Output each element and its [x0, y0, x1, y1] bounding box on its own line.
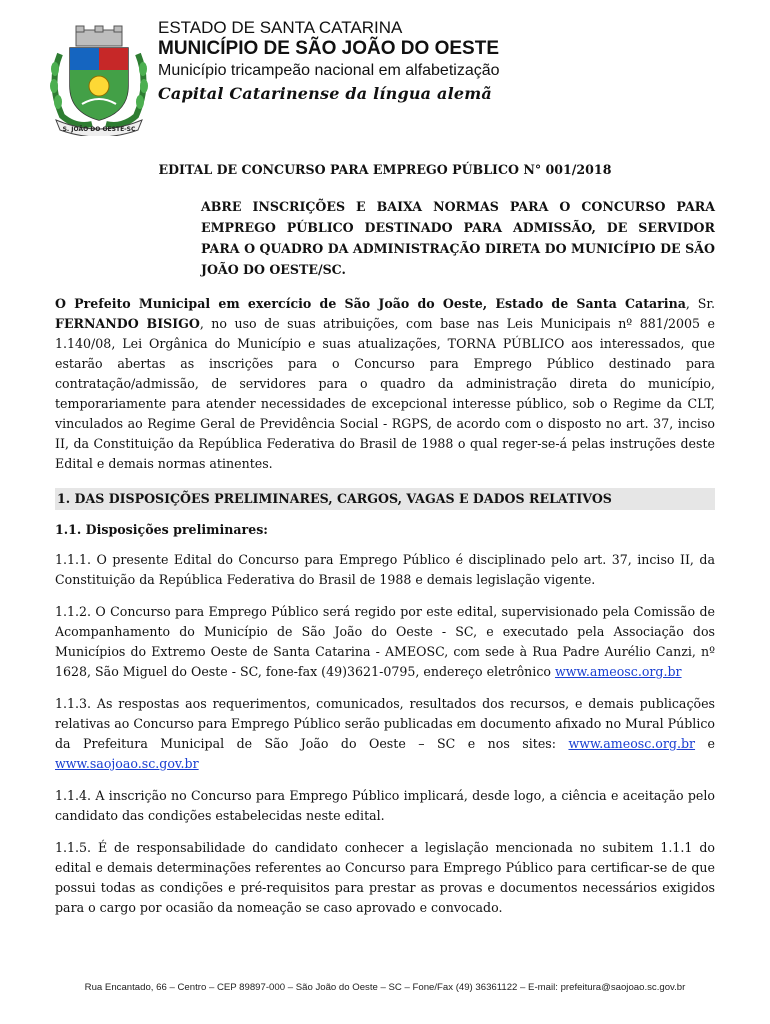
- paragraph-1-1-2: [55, 602, 715, 682]
- municipal-crest-icon: [46, 24, 152, 136]
- municipality-name: MUNICÍPIO DE SÃO JOÃO DO OESTE: [158, 38, 499, 59]
- mayor-name: FERNANDO BISIGO: [55, 316, 200, 331]
- paragraph-1-1-2-text: 1.1.2. O Concurso para Emprego Público será regido por este edital, supervisionado pela Comissão de Acompanhamento do Município de São João do Oeste - SC, e executado pela Associação dos Municípios do Extremo Oeste de Santa Catarina - AMEOSC, com sede à Rua Padre Aurélio Canzi, nº 1628, São Miguel do Oeste - SC, fone-fax (49)3621-0795, endereço eletrônico: [55, 604, 715, 679]
- paragraph-1-1-3-and: e: [695, 736, 715, 751]
- document-title: EDITAL DE CONCURSO PARA EMPREGO PÚBLICO N° 001/2018: [158, 162, 612, 177]
- paragraph-1-1-4: 1.1.4. A inscrição no Concurso para Emprego Público implicará, desde logo, a ciência e aceitação pelo candidato das condições estabelecidas neste edital.: [55, 788, 715, 823]
- paragraph-1-1-3: [55, 694, 715, 774]
- paragraph-1-1-1: 1.1.1. O presente Edital do Concurso para Emprego Público é disciplinado pelo art. 37, inciso II, da Constituição da República Federativa do Brasil de 1988 e demais legislação vigente.: [55, 552, 715, 587]
- page-footer-address: Rua Encantado, 66 – Centro – CEP 89897-000 – São João do Oeste – SC – Fone/Fax (49) 36361122 – E-mail: prefeitura@saojoao.sc.gov.br: [84, 982, 686, 993]
- intro-rest: , no uso de suas atribuições, com base nas Leis Municipais nº 881/2005 e 1.140/08, Lei Orgânica do Município e suas atualizações, TORNA PÚBLICO aos interessados, que estarão abertas as inscrições para o Concurso para Emprego Público destinado para contratação/admissão, de servidores para o quadro da administração direta do município, temporariamente para atender necessidades de excepcional interesse público, sob o Regime da CLT, vinculados ao Regime Geral de Previdência Social - RGPS, de acordo com o disposto no art. 37, inciso II, da Constituição da República Federativa do Brasil de 1988 o qual reger-se-á pelas instruções deste Edital e demais normas atinentes.: [55, 316, 715, 471]
- document-body: [55, 160, 715, 930]
- ameosc-link-2[interactable]: www.ameosc.org.br: [568, 736, 696, 751]
- municipality-capital-motto: Capital Catarinense da língua alemã: [158, 84, 492, 103]
- section-1-heading: 1. DAS DISPOSIÇÕES PRELIMINARES, CARGOS, VAGAS E DADOS RELATIVOS: [55, 488, 715, 510]
- subsection-1-1-heading: 1.1. Disposições preliminares:: [55, 522, 268, 537]
- municipality-tagline: Município tricampeão nacional em alfabetização: [158, 62, 500, 79]
- paragraph-1-1-5: 1.1.5. É de responsabilidade do candidato conhecer a legislação mencionada no subitem 1.1.1 do edital e demais determinações referentes ao Concurso para Emprego Público para certificar-se de que possui todas as condições e pré-requisitos para prestar as provas e documentos necessários exigidos para o cargo por ocasião da nomeação se caso aprovado e convocado.: [55, 840, 715, 915]
- document-ementa: ABRE INSCRIÇÕES E BAIXA NORMAS PARA O CONCURSO PARA EMPREGO PÚBLICO DESTINADO PARA ADMISSÃO, DE SERVIDOR PARA O QUADRO DA ADMINISTRAÇÃO DIRETA DO MUNICÍPIO DE SÃO JOÃO DO OESTE/SC.: [201, 199, 715, 277]
- intro-sr: , Sr.: [685, 296, 715, 311]
- saojoao-link[interactable]: www.saojoao.sc.gov.br: [55, 756, 199, 771]
- ameosc-link[interactable]: www.ameosc.org.br: [554, 664, 682, 679]
- paragraph-1-1-3-text: 1.1.3. As respostas aos requerimentos, comunicados, resultados dos recursos, e demais publicações relativas ao Concurso para Emprego Público serão publicadas em documento afixado no Mural Público da Prefeitura Municipal de São João do Oeste – SC e nos sites:: [55, 696, 715, 751]
- letterhead: [46, 18, 746, 138]
- intro-bold-text: O Prefeito Municipal em exercício de São João do Oeste, Estado de Santa Catarina: [55, 296, 686, 311]
- letterhead-text: [158, 18, 748, 106]
- crest-ribbon-text: S. JOÃO DO OESTE-SC: [62, 126, 136, 133]
- intro-paragraph: [55, 294, 715, 474]
- state-name: ESTADO DE SANTA CATARINA: [158, 18, 403, 37]
